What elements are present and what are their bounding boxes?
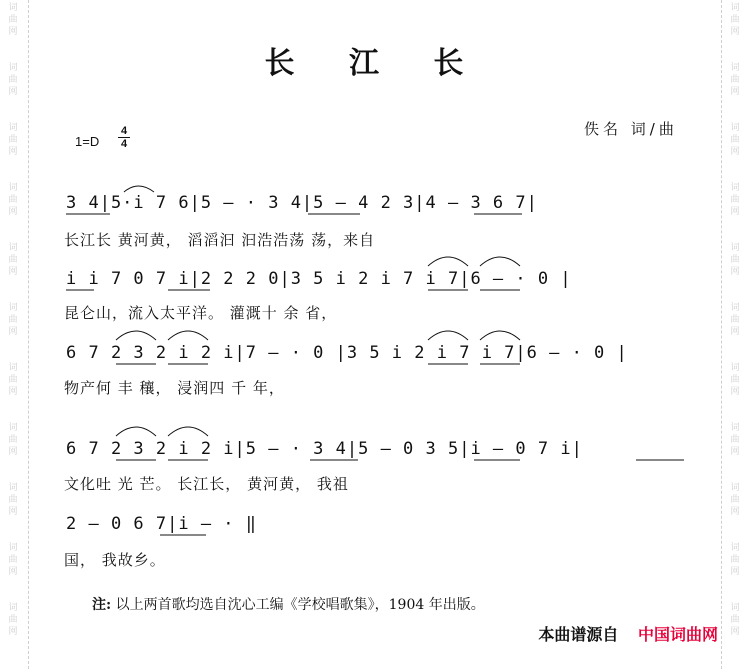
song-title: 长 江 长 [264,46,486,81]
lyrics-line-5: 国， 我故乡。 [64,551,166,569]
notation-line-5: 2 — 0 6 7|i — · ‖ [66,514,257,534]
watermark-mark: 词 曲 网 [730,63,740,97]
notation-line-4: 6 7 2 3 2 i 2 i|5 — · 3 4|5 — 0 3 5|i — 0 7 i| [66,439,583,459]
watermark-mark: 词 曲 网 [730,363,740,397]
source-credit [538,622,718,645]
watermark-mark: 词 曲 网 [730,243,740,277]
watermark-mark: 词 曲 网 [8,63,18,97]
watermark-mark: 词 曲 网 [8,123,18,157]
triplet-slur [480,331,520,340]
watermark-mark: 词 曲 网 [8,243,18,277]
watermark-mark: 词 曲 网 [730,423,740,457]
watermark-mark: 词 曲 网 [8,483,18,517]
triplet-slur [168,427,208,436]
triplet-slur [480,257,520,266]
watermark-mark: 词 曲 网 [8,3,18,37]
watermark-mark: 词 曲 网 [730,603,740,637]
key-label: 1=D [75,134,100,149]
footnote-label: 注: [92,597,112,613]
triplet-slur [116,331,156,340]
watermark-mark: 词 曲 网 [8,183,18,217]
lyrics-line-1: 长江长 黄河黄， 滔滔汩 汩浩浩荡 荡，来自 [64,231,376,249]
footnote [92,594,485,614]
lyrics-line-2: 昆仑山，流入太平洋。 灌溉十 余 省， [64,304,338,322]
watermark-mark: 词 曲 网 [730,303,740,337]
lyrics-line-4: 文化吐 光 芒。 长江长， 黄河黄， 我祖 [64,475,349,493]
watermark-mark: 词 曲 网 [8,303,18,337]
watermark-mark: 词 曲 网 [730,3,740,37]
notation-line-2: i i 7 0 7 i|2 2 2 0|3 5 i 2 i 7 i 7|6 — · 0 | [66,269,572,289]
time-signature [118,125,130,150]
triplet-slur [428,331,468,340]
time-top: 4 [120,125,128,137]
lyrics-line-3: 物产何 丰 穰， 浸润四 千 年， [64,379,285,397]
watermark-mark: 词 曲 网 [8,363,18,397]
notation-line-1: 3 4|5·i 7 6|5 — · 3 4|5 — 4 2 3|4 — 3 6 7| [66,193,538,213]
watermark-mark: 词 曲 网 [730,483,740,517]
watermark-mark: 词 曲 网 [730,123,740,157]
watermark-mark: 词 曲 网 [730,183,740,217]
time-bottom: 4 [118,137,130,150]
triplet-slur [168,331,208,340]
left-watermark-strip [0,0,29,669]
right-watermark-strip [721,0,750,669]
footnote-text: 以上两首歌均选自沈心工编《学校唱歌集》，1904 年出版。 [115,597,485,613]
watermark-mark: 词 曲 网 [8,423,18,457]
composer-credit: 佚名 词/曲 [584,120,678,138]
source-text: 本曲谱源自 [538,625,619,644]
watermark-mark: 词 曲 网 [8,543,18,577]
watermark-mark: 词 曲 网 [730,543,740,577]
watermark-mark: 词 曲 网 [8,603,18,637]
notation-line-3: 6 7 2 3 2 i 2 i|7 — · 0 |3 5 i 2 i 7 i 7|6 — · 0 | [66,343,628,363]
triplet-slur [116,427,156,436]
triplet-slur [428,257,468,266]
source-site-link[interactable]: 中国词曲网 [637,625,718,644]
